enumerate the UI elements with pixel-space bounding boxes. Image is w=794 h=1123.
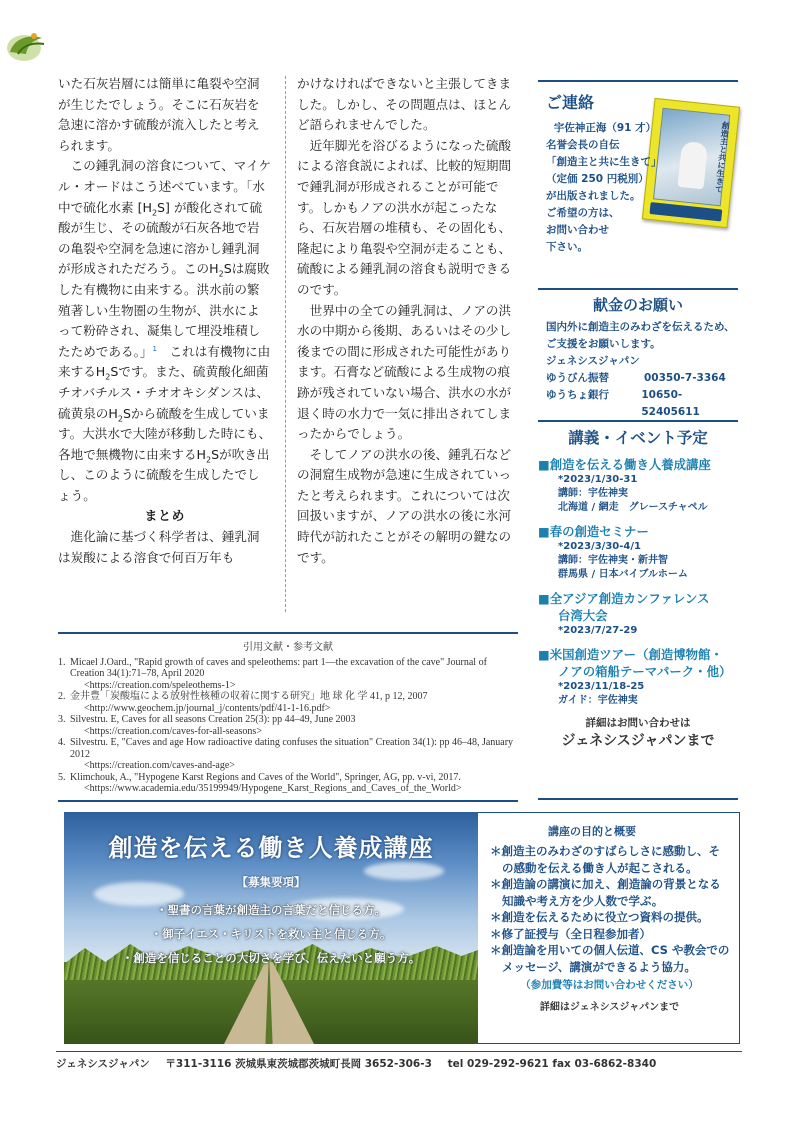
book-title: 創造主と共に生きて xyxy=(714,120,731,194)
reference-item: 1. Micael J.Oard., "Rapid growth of caves and speleothems: part 1—the excavation of the cave" Journal of Creation 34(1):71–78, April 2020 <https://creation.com/speleothems-1> xyxy=(58,657,518,692)
contact-line: お問い合わせ xyxy=(546,224,609,236)
event-lecturer: 講師：宇佐神実 xyxy=(558,488,628,499)
event-item xyxy=(538,523,738,582)
events-section xyxy=(538,420,738,751)
purpose-footer: 詳細はジェネシスジャパンまで xyxy=(539,1002,680,1013)
person-figure xyxy=(677,141,708,189)
purpose-item: ＊創造主のみわざのすばらしさに感動し、その感動を伝える働き人が起こされる。 xyxy=(490,844,720,875)
donation-org: ジェネシスジャパン xyxy=(546,355,640,367)
bank-account: ゆうちょ銀行 10650-52405611 xyxy=(546,389,700,418)
events-footer-org: ジェネシスジャパンまで xyxy=(561,733,715,749)
event-date: *2023/11/18-25 xyxy=(558,681,645,692)
reference-item: 4. Silvestru. E, "Caves and age How radioactive dating confuses the situation" Creation 34(1): pp 46–48, January 2012 <https://creation.com/caves-and-age> xyxy=(58,737,518,772)
section-heading-summary: まとめ xyxy=(144,508,186,524)
reference-url[interactable]: <https://www.academia.edu/35199949/Hypogene_Karst_Regions_and_Caves_of_the_World> xyxy=(84,783,462,794)
purpose-item: ＊創造論の講演に加え、創造論の背景となる知識や考え方を少人数で学ぶ。 xyxy=(490,877,721,908)
event-title: ■全アジア創造カンファレンス xyxy=(538,591,710,606)
event-date: *2023/3/30-4/1 xyxy=(558,541,641,552)
paragraph: いた石灰岩層には簡単に亀裂や空洞が生じたでしょう。そこに石灰岩を急速に溶かす硫酸が流入したと考えられます。 xyxy=(58,76,260,153)
donation-title: 献金のお願い xyxy=(592,296,683,314)
requirement-line: ・創造を信じることの大切さを学び、伝えたいと願う方。 xyxy=(121,951,421,965)
event-item xyxy=(538,590,738,638)
section-rule xyxy=(538,80,738,82)
paragraph: かけなければできないと主張してきました。しかし、その問題点は、ほとんど語られませんでした。 xyxy=(297,76,512,133)
section-rule xyxy=(58,800,518,802)
contact-title: ご連絡 xyxy=(546,93,595,112)
reference-url[interactable]: <https://creation.com/speleothems-1> xyxy=(84,679,236,691)
footnote-marker[interactable]: 1 xyxy=(152,344,157,353)
footer-org: ジェネシスジャパン xyxy=(56,1058,150,1070)
contact-line: が出版されました。 xyxy=(546,190,641,202)
event-venue: 群馬県 / 日本バイブルホーム xyxy=(558,569,688,580)
book-photo xyxy=(653,108,730,207)
article-column-1 xyxy=(58,74,272,568)
event-venue: 北海道 / 網走 グレースチャペル xyxy=(558,502,708,513)
references xyxy=(58,632,518,795)
purpose-item: ＊創造を伝えるために役立つ資料の提供。 xyxy=(490,910,709,924)
reference-url[interactable]: <https://creation.com/caves-for-all-seasons> xyxy=(84,725,262,737)
contact-line: 「創造主と共に生きて」 xyxy=(546,156,662,168)
author-name: 宇佐神正海（91 才） xyxy=(553,122,657,134)
contact-line: （定価 250 円税別） xyxy=(546,173,649,185)
reference-item: 5. Klimchouk, A., "Hypogene Karst Regions and Caves of the World", Springer, AG, pp. v-vi, 2017. <https://www.academia.edu/35199949/Hypogene_Karst_Regions_and_Caves_of_the_World> xyxy=(58,772,518,795)
requirement-line: ・聖書の言葉が創造主の言葉だと信じる方。 xyxy=(156,903,386,917)
footer-contact: tel 029-292-9621 fax 03-6862-8340 xyxy=(447,1058,657,1070)
event-item xyxy=(538,456,738,515)
contact-section xyxy=(538,80,738,292)
event-date: *2023/1/30-31 xyxy=(558,474,638,485)
paragraph: この鍾乳洞の溶食について、マイケル・オードはこう述べています。「水中で硫化水素 $[H_2S]$ が酸化されて硫酸が生じ、その硫酸が石灰各地で岩の亀裂や空洞を急速に溶かし鍾乳洞が形成されただろう。この$H_2S$は腐敗した有機物に由来する。洪水前の繁殖著しい生物圏の生物が、洪水によって粉砕され、凝集して埋没堆積したためである。」$^1$ これは有機物に由来する$H_2S$です。また、硫黄酸化細菌チオバチルス・チオオキシダンスは、硫黄泉の$H_2S$から硫酸を生成しています。大洪水で大陸が移動した時にも、各地で無機物に由来する$H_2S$が吹き出し、このように硫酸を生成したでしょう。 xyxy=(58,158,272,503)
event-title-cont: 台湾大会 xyxy=(558,608,608,623)
event-date: *2023/7/27-29 xyxy=(558,625,638,636)
purpose-item: ＊修了証授与（全日程参加者） xyxy=(490,926,651,941)
reference-url[interactable]: <http://www.geochem.jp/journal_j/contents/pdf/41-1-16.pdf> xyxy=(84,702,331,714)
event-title: ■創造を伝える働き人養成講座 xyxy=(538,457,711,472)
contact-line: 名誉会長の自伝 xyxy=(546,139,620,151)
paragraph: そしてノアの洪水の後、鍾乳石などの洞窟生成物が急速に生成されていったと考えられます。これについては次回扱いますが、ノアの洪水の後に氷河時代が訪れたことがその解明の鍵なのです。 xyxy=(297,446,512,565)
donation-text: 国内外に創造主のみわざを伝えるため、ご支援をお願いします。 xyxy=(546,321,735,350)
event-title-cont: ノアの箱船テーマパーク・他） xyxy=(558,664,732,679)
reference-item: 2. 金井豊「炭酸塩による放射性核種の収着に関する研究」地 球 化 学 41, p 12, 2007 <http://www.geochem.jp/journal_j/contents/pdf/41-1-16.pdf> xyxy=(58,691,518,714)
paragraph: 世界中の全ての鍾乳洞は、ノアの洪水の中期から後期、あるいはその少し後までの間に形成された可能性があります。石膏など硫酸による生成物の痕跡が残されていない場合、洪水の水が退く時の水力で一気に排出されてしまったからでしょう。 xyxy=(297,302,512,442)
purpose-heading: 講座の目的と概要 xyxy=(548,825,636,838)
banner-title: 創造を伝える働き人養成講座 xyxy=(108,834,434,862)
genesis-japan-logo xyxy=(4,24,48,64)
page-footer xyxy=(56,1051,742,1071)
reference-item: 3. Silvestru. E, Caves for all seasons Creation 25(3): pp 44–49, June 2003 <https://creation.com/caves-for-all-seasons> xyxy=(58,714,518,737)
fee-note: （参加費等はお問い合わせください） xyxy=(520,979,699,991)
reference-url[interactable]: <https://creation.com/caves-and-age> xyxy=(84,760,235,771)
postal-account: ゆうびん振替 00350-7-3364 xyxy=(546,372,726,384)
events-footer-line: 詳細はお問い合わせは xyxy=(585,717,691,729)
event-lecturer: 講師：宇佐神実・新井智 xyxy=(558,555,668,566)
article-column-2 xyxy=(297,74,517,568)
column-divider xyxy=(285,76,286,612)
requirement-line: ・御子イエス・キリストを救い主と信じる方。 xyxy=(150,927,392,941)
paragraph: 進化論に基づく科学者は、鍾乳洞は炭酸による溶食で何百万年も xyxy=(58,529,260,565)
course-banner xyxy=(64,812,478,1044)
event-title: ■春の創造セミナー xyxy=(538,524,649,539)
contact-line: ご希望の方は、 xyxy=(546,207,620,219)
events-title: 講義・イベント予定 xyxy=(568,429,708,447)
paragraph: 近年脚光を浴びるようになった硫酸による溶食説によれば、比較的短期間で鍾乳洞が形成されることが可能です。しかもノアの洪水が起こったなら、石灰岩層の堆積も、その固化も、隆起により亀裂や空洞が走ることも、硫酸による鍾乳洞の溶食も説明できるのです。 xyxy=(297,137,512,297)
course-purpose-box xyxy=(478,812,740,1044)
section-rule xyxy=(538,798,738,800)
purpose-item: ＊創造論を用いての個人伝道、CS や教会でのメッセージ、講演ができるよう協力。 xyxy=(490,943,730,974)
event-title: ■米国創造ツアー（創造博物館・ xyxy=(538,647,723,662)
contact-text xyxy=(546,120,664,256)
event-item xyxy=(538,646,738,708)
event-guide: ガイド：宇佐神実 xyxy=(558,695,638,706)
footer-address: 〒311-3116 茨城県東茨城郡茨城町長岡 3652-306-3 xyxy=(165,1058,432,1070)
contact-line: 下さい。 xyxy=(546,241,588,253)
banner-subtitle: 【募集要項】 xyxy=(236,875,306,889)
donation-section xyxy=(538,288,738,421)
references-heading: 引用文献・参考文献 xyxy=(243,642,333,653)
